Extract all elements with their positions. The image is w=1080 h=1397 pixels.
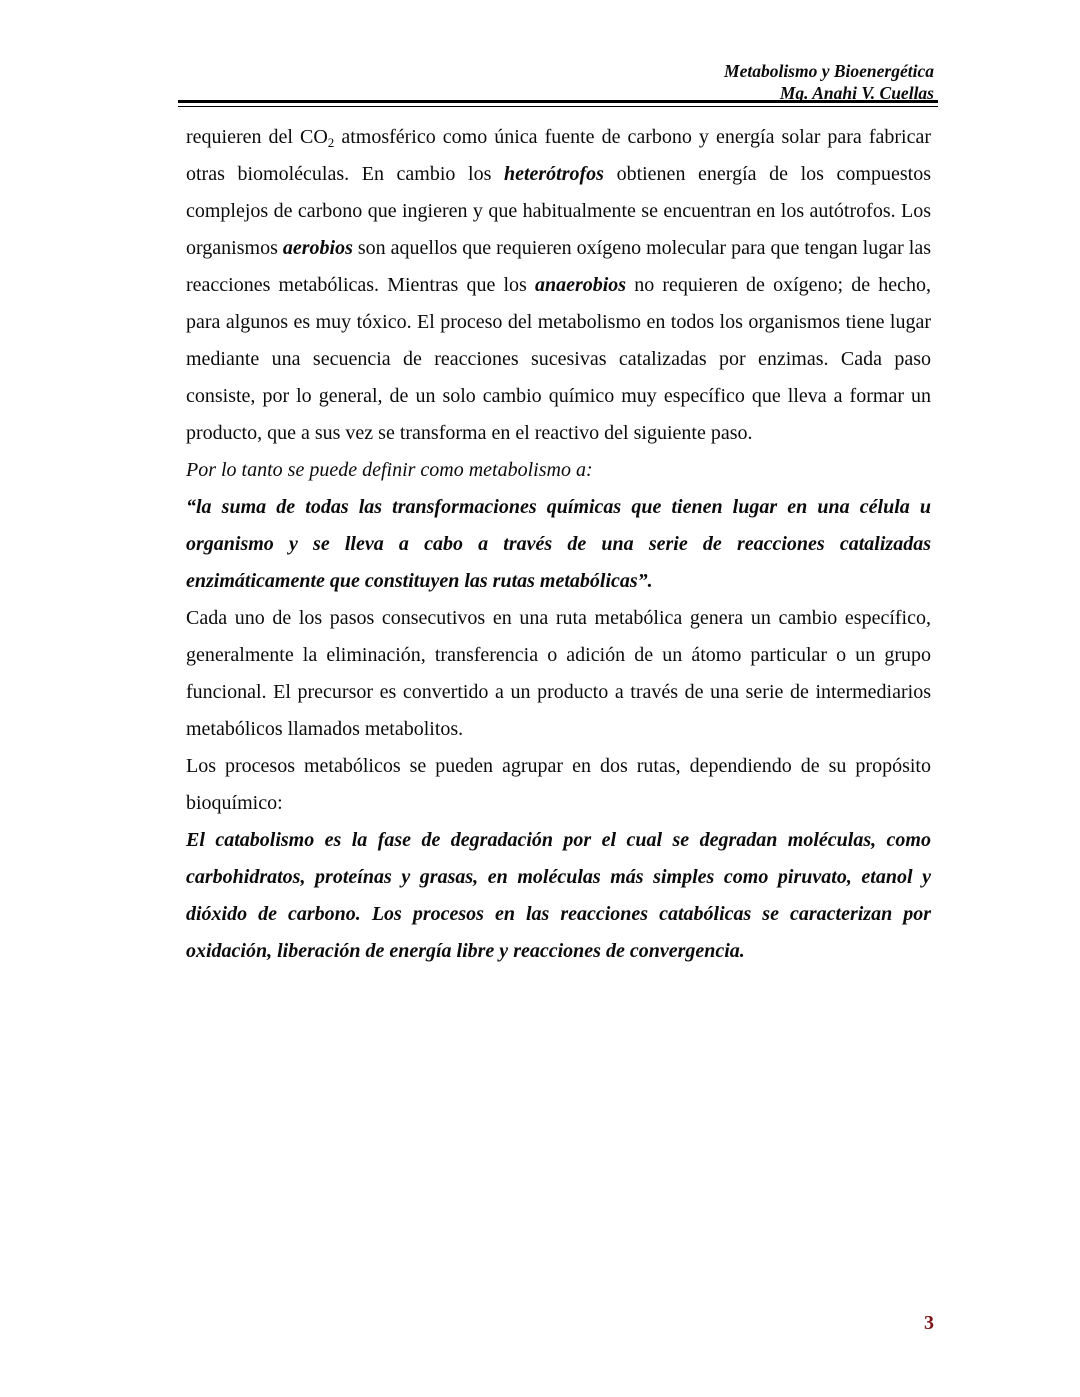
- document-body: [186, 119, 931, 970]
- definition-intro-line: Por lo tanto se puede definir como metabolismo a:: [186, 459, 593, 481]
- paragraph-two-routes: Los procesos metabólicos se pueden agrupar en dos rutas, dependiendo de su propósito bioquímico:: [186, 755, 931, 814]
- header-divider: [178, 100, 938, 107]
- page-number: 3: [924, 1312, 934, 1334]
- paragraph-catabolism: El catabolismo es la fase de degradación por el cual se degradan moléculas, como carbohidratos, proteínas y grasas, en moléculas más simples como piruvato, etanol y dióxido de carbono. Los procesos en las reacciones catabólicas se caracterizan por oxidación, liberación de energía libre y reacciones de convergencia.: [186, 829, 931, 962]
- definition-quote: “la suma de todas las transformaciones químicas que tienen lugar en una célula u organismo y se lleva a cabo a través de una serie de reacciones catalizadas enzimáticamente que constituyen las rutas metabólicas”.: [186, 496, 931, 592]
- paragraph-metabolism-intro: requieren del $CO_2$ atmosférico como única fuente de carbono y energía solar para fabricar otras biomoléculas. En cambio los heterótrofos obtienen energía de los compuestos complejos de carbono que ingieren y que habitualmente se encuentran en los autótrofos. Los organismos aerobios son aquellos que requieren oxígeno molecular para que tengan lugar las reacciones metabólicas. Mientras que los anaerobios no requieren de oxígeno; de hecho, para algunos es muy tóxico. El proceso del metabolismo en todos los organismos tiene lugar mediante una secuencia de reacciones sucesivas catalizadas por enzimas. Cada paso consiste, por lo general, de un solo cambio químico muy específico que lleva a formar un producto, que a sus vez se transforma en el reactivo del siguiente paso.: [186, 126, 931, 444]
- header-title: Metabolismo y Bioenergética: [724, 61, 934, 81]
- paragraph-metabolic-steps: Cada uno de los pasos consecutivos en una ruta metabólica genera un cambio específico, generalmente la eliminación, transferencia o adición de un átomo particular o un grupo funcional. El precursor es convertido a un producto a través de una serie de intermediarios metabólicos llamados metabolitos.: [186, 607, 931, 740]
- page-header: [178, 61, 934, 104]
- header-author: Mg. Anahi V. Cuellas: [779, 82, 934, 103]
